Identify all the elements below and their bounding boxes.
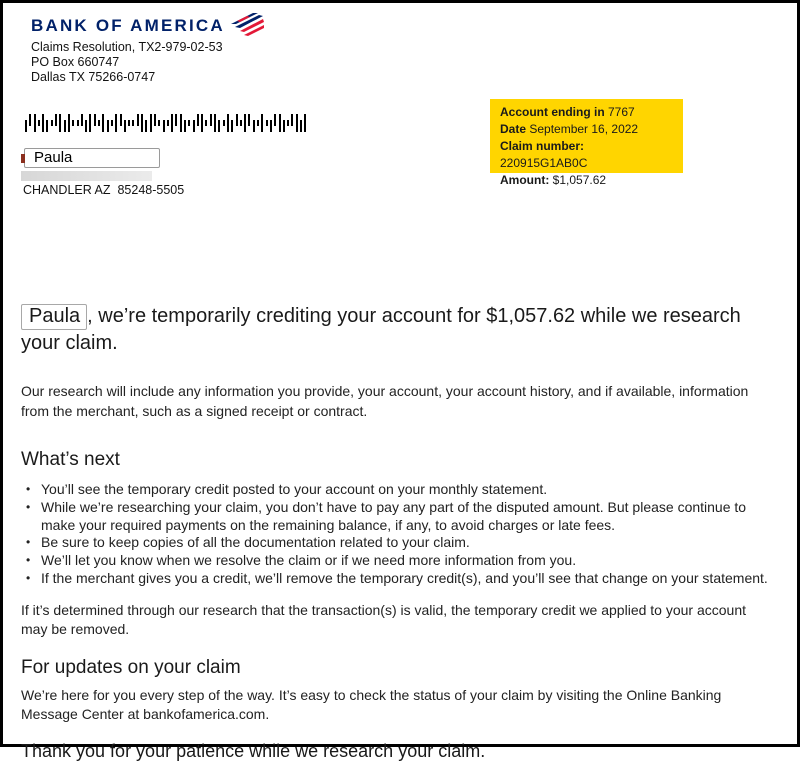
barcode-bar (283, 120, 285, 132)
barcode-bar (81, 114, 83, 126)
bank-flag-icon (229, 12, 265, 44)
headline-text: , we’re temporarily crediting your account for $1,057.62 while we research your claim. (21, 305, 741, 354)
barcode-bar (115, 114, 117, 132)
barcode-bar (253, 120, 255, 132)
barcode-bar (304, 114, 306, 132)
return-address-line: Claims Resolution, TX2-979-02-53 (31, 40, 223, 54)
barcode-bar (120, 114, 122, 126)
return-address-line: Dallas TX 75266-0747 (31, 70, 156, 84)
headline-name-redaction-box (21, 304, 87, 330)
barcode-bar (240, 120, 242, 126)
recipient-name-redaction-box (24, 148, 160, 168)
imb-barcode (25, 114, 306, 132)
barcode-bar (261, 114, 263, 132)
barcode-bar (167, 120, 169, 126)
barcode-bar (154, 114, 156, 126)
barcode-bar (296, 114, 298, 132)
bullet-item: • Be sure to keep copies of all the documentation related to your claim. (21, 534, 776, 552)
barcode-bar (287, 120, 289, 126)
barcode-bar (64, 120, 66, 132)
barcode-bar (34, 114, 36, 132)
barcode-bar (300, 120, 302, 132)
barcode-bar (128, 120, 130, 126)
barcode-bar (270, 120, 272, 132)
barcode-bar (257, 120, 259, 126)
claim-number-label: Claim number: (500, 139, 585, 153)
barcode-bar (102, 114, 104, 132)
amount-label: Amount: (500, 173, 550, 187)
barcode-bar (124, 120, 126, 132)
barcode-bar (197, 114, 199, 126)
amount-value: $1,057.62 (549, 173, 607, 187)
barcode-bar (231, 120, 233, 132)
barcode-bar (171, 114, 173, 132)
barcode-bar (244, 114, 246, 132)
valid-transaction-paragraph: If it’s determined through our research that the transaction(s) is valid, the temporary credit we applied to your account may be removed. (21, 601, 746, 638)
barcode-bar (94, 114, 96, 126)
claim-number-value: 220915G1AB0C (500, 156, 588, 170)
barcode-bar (132, 120, 134, 126)
barcode-bar (227, 114, 229, 132)
date-line (500, 121, 673, 138)
barcode-bar (59, 114, 61, 132)
claim-info-box (490, 99, 683, 187)
bullet-item: • We’ll let you know when we resolve the claim or if we need more information from you. (21, 552, 776, 570)
headline-name: Paula (29, 305, 81, 327)
whats-next-heading: What’s next (21, 449, 120, 470)
account-ending-label: Account ending in (500, 105, 605, 119)
barcode-bar (77, 120, 79, 126)
bank-logo-text: BANK OF AMERICA (31, 16, 225, 35)
date-value: September 16, 2022 (526, 122, 639, 136)
barcode-bar (150, 114, 152, 132)
barcode-bar (111, 120, 113, 126)
barcode-bar (210, 114, 212, 126)
barcode-bar (72, 120, 74, 126)
barcode-bar (214, 114, 216, 132)
barcode-bar (55, 114, 57, 126)
barcode-bar (193, 120, 195, 132)
barcode-bar (188, 120, 190, 126)
barcode-bar (68, 114, 70, 132)
barcode-bar (274, 114, 276, 126)
headline (21, 303, 776, 356)
barcode-bar (38, 120, 40, 126)
bullet-list (21, 481, 776, 588)
barcode-bar (236, 114, 238, 126)
date-label: Date (500, 122, 527, 136)
updates-paragraph: We’re here for you every step of the way. It’s easy to check the status of your claim by visiting the Online Banking Message Center at bankofamerica.com. (21, 686, 722, 723)
claim-number-line (500, 138, 673, 172)
barcode-bar (145, 120, 147, 132)
barcode-bar (29, 114, 31, 126)
return-address-line: PO Box 660747 (31, 55, 120, 69)
barcode-bar (89, 114, 91, 132)
barcode-bar (158, 120, 160, 126)
barcode-bar (291, 114, 293, 126)
account-ending-line (500, 104, 673, 121)
barcode-bar (218, 120, 220, 132)
barcode-bar (98, 120, 100, 126)
bullet-item: • If the merchant gives you a credit, we’ll remove the temporary credit(s), and you’ll see that change on your statement. (21, 570, 776, 588)
barcode-bar (46, 120, 48, 132)
research-paragraph: Our research will include any information you provide, your account, your account history, and if available, information from the merchant, such as a signed receipt or contract. (21, 383, 749, 419)
barcode-bar (163, 120, 165, 132)
closing-line: Thank you for your patience while we research your claim. (21, 740, 486, 761)
barcode-bar (42, 114, 44, 132)
barcode-bar (266, 120, 268, 126)
barcode-bar (25, 120, 27, 132)
barcode-bar (137, 114, 139, 126)
barcode-bar (51, 120, 53, 126)
bullet-item: • While we’re researching your claim, you don’t have to pay any part of the disputed amount. But please continue to make your required payments on the remaining balance, if any, to avoid charges or late fees. (21, 499, 776, 535)
barcode-bar (141, 114, 143, 132)
account-ending-value: 7767 (604, 105, 635, 119)
recipient-city-line: CHANDLER AZ 85248-5505 (23, 183, 185, 197)
barcode-bar (223, 120, 225, 126)
recipient-name: Paula (34, 149, 73, 166)
barcode-bar (184, 120, 186, 132)
barcode-bar (175, 114, 177, 126)
return-address (31, 40, 223, 85)
barcode-bar (248, 114, 250, 126)
bullet-item: • You’ll see the temporary credit posted to your account on your monthly statement. (21, 481, 776, 499)
barcode-bar (205, 120, 207, 126)
barcode-bar (279, 114, 281, 132)
barcode-bar (180, 114, 182, 132)
barcode-bar (107, 120, 109, 132)
letter-body (21, 303, 776, 763)
updates-heading: For updates on your claim (21, 656, 241, 678)
barcode-bar (85, 120, 87, 132)
address-redaction-bar (21, 171, 152, 181)
amount-line (500, 172, 673, 189)
redaction-artifact (21, 154, 25, 163)
barcode-bar (201, 114, 203, 132)
